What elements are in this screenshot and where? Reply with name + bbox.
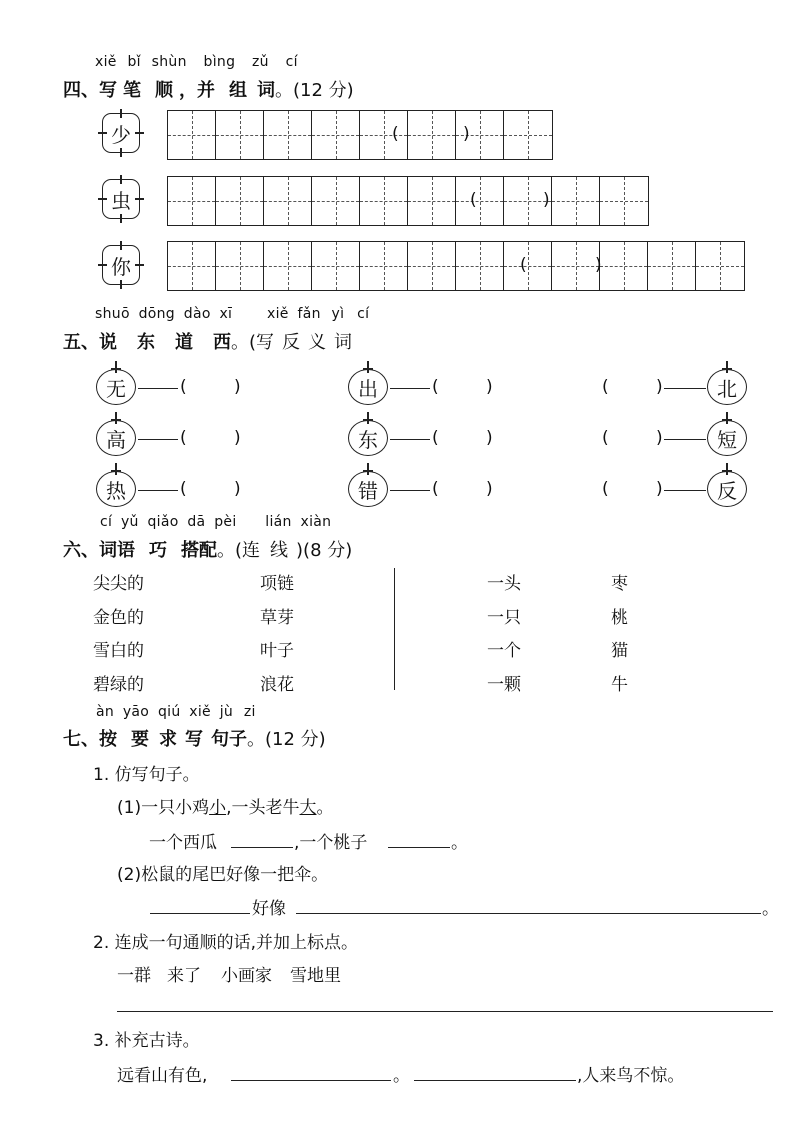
paren-close: ) bbox=[234, 428, 241, 448]
q1b-example: (2)松鼠的尾巴好像一把伞。 bbox=[117, 865, 329, 885]
paren-close: ) bbox=[656, 479, 663, 499]
title-part: 六、词语 bbox=[63, 540, 135, 561]
stroke-grid-ni[interactable] bbox=[167, 241, 745, 291]
word: 一群 bbox=[117, 966, 151, 986]
s7-pinyin bbox=[96, 704, 256, 720]
paren-close: ) bbox=[486, 428, 493, 448]
apple-fan bbox=[707, 471, 747, 507]
title-part: 句子 bbox=[211, 729, 247, 750]
grid-cell[interactable] bbox=[168, 242, 216, 290]
answer-paren-close: ) bbox=[463, 124, 470, 144]
answer-paren-open: ( bbox=[520, 255, 527, 275]
pinyin: zi bbox=[243, 704, 256, 720]
paren-close: ) bbox=[656, 428, 663, 448]
q3-poem-mid: 。 bbox=[393, 1066, 410, 1086]
box-tick bbox=[120, 280, 122, 289]
title-part: 反 bbox=[282, 332, 301, 353]
apple-char: 热 bbox=[106, 478, 126, 503]
connector-line bbox=[138, 490, 178, 491]
title-part: 。(连 bbox=[217, 540, 261, 561]
answer-paren-close: ) bbox=[543, 190, 550, 210]
title-part: 。(写 bbox=[231, 332, 275, 353]
pinyin: qiǎo bbox=[147, 514, 179, 530]
underlined-word: 小 bbox=[209, 798, 227, 818]
grid-cell[interactable] bbox=[264, 242, 312, 290]
q1a-blank-1[interactable] bbox=[231, 847, 293, 848]
q1a-fill-part2: ,一个桃子 bbox=[294, 833, 368, 853]
match-noun-item[interactable]: 牛 bbox=[611, 675, 628, 695]
title-part: 搭配 bbox=[181, 540, 217, 561]
q1a-example bbox=[117, 793, 334, 818]
paren-open: ( bbox=[180, 479, 187, 499]
pinyin-shun: shùn bbox=[151, 54, 187, 70]
grid-cell[interactable] bbox=[360, 111, 408, 159]
match-left-item[interactable]: 雪白的 bbox=[93, 641, 144, 661]
char-box-shao bbox=[102, 113, 140, 153]
connector-line bbox=[664, 490, 706, 491]
char-box-chong bbox=[102, 179, 140, 219]
title-part: 道 bbox=[175, 332, 193, 353]
grid-cell[interactable] bbox=[600, 242, 648, 290]
match-measure-item[interactable]: 一个 bbox=[487, 641, 521, 661]
apple-char: 东 bbox=[358, 427, 378, 452]
match-right-item[interactable]: 项链 bbox=[260, 574, 294, 594]
grid-cell[interactable] bbox=[408, 177, 456, 225]
match-right-item[interactable]: 叶子 bbox=[260, 641, 294, 661]
text: (1)一只小鸡 bbox=[117, 798, 210, 818]
s6-pinyin bbox=[100, 514, 331, 530]
title-part: ，并 bbox=[179, 80, 215, 101]
pinyin: xī bbox=[219, 306, 233, 322]
q1a-fill-part1: 一个西瓜 bbox=[149, 833, 217, 853]
title-part: )(8 分) bbox=[296, 540, 353, 561]
grid-cell[interactable] bbox=[456, 242, 504, 290]
answer-paren-close: ) bbox=[595, 255, 602, 275]
paren-open: ( bbox=[602, 479, 609, 499]
connector-line bbox=[138, 388, 178, 389]
apple-char: 高 bbox=[106, 427, 126, 452]
pinyin: jù bbox=[219, 704, 234, 720]
paren-close: ) bbox=[234, 377, 241, 397]
s4-pinyin bbox=[95, 54, 298, 70]
match-right-item[interactable]: 浪花 bbox=[260, 675, 294, 695]
paren-open: ( bbox=[180, 428, 187, 448]
paren-close: ) bbox=[486, 377, 493, 397]
match-right-item[interactable]: 草芽 bbox=[260, 608, 294, 628]
title-part: 五、说 bbox=[63, 332, 117, 353]
word: 雪地里 bbox=[290, 966, 341, 986]
apple-gao bbox=[96, 420, 136, 456]
q1b-fill-end: 。 bbox=[762, 899, 779, 919]
underlined-word: 大 bbox=[299, 798, 317, 818]
apple-dong bbox=[348, 420, 388, 456]
q3-blank-1[interactable] bbox=[231, 1080, 391, 1081]
box-tick bbox=[120, 241, 122, 250]
q1b-blank-2[interactable] bbox=[296, 913, 761, 914]
pinyin-bing: bìng bbox=[203, 54, 236, 70]
pinyin: yāo bbox=[122, 704, 150, 720]
pinyin: dā bbox=[187, 514, 206, 530]
apple-bei bbox=[707, 369, 747, 405]
char-label: 你 bbox=[111, 254, 131, 279]
match-noun-item[interactable]: 枣 bbox=[611, 574, 628, 594]
stroke-grid-shao[interactable] bbox=[167, 110, 553, 160]
q3-poem-start: 远看山有色, bbox=[117, 1066, 208, 1086]
title-part: 七、按 bbox=[63, 729, 117, 750]
pinyin: cí bbox=[100, 514, 113, 530]
title-part: 。(12 分) bbox=[247, 729, 326, 750]
pinyin: xiàn bbox=[300, 514, 332, 530]
q2-label: 2. 连成一句通顺的话,并加上标点。 bbox=[93, 933, 359, 953]
apple-char: 北 bbox=[717, 376, 737, 401]
pinyin: fǎn bbox=[297, 306, 321, 322]
connector-line bbox=[390, 490, 430, 491]
paren-open: ( bbox=[432, 377, 439, 397]
pinyin: yǔ bbox=[120, 514, 139, 530]
box-tick bbox=[135, 132, 144, 134]
box-tick bbox=[135, 264, 144, 266]
q1-label: 1. 仿写句子。 bbox=[93, 765, 200, 785]
grid-cell[interactable] bbox=[600, 177, 648, 225]
pinyin: xiě bbox=[267, 306, 289, 322]
word: 小画家 bbox=[221, 966, 272, 986]
word: 来了 bbox=[167, 966, 201, 986]
box-tick bbox=[120, 148, 122, 157]
connector-line bbox=[664, 388, 706, 389]
grid-cell[interactable] bbox=[216, 177, 264, 225]
box-tick bbox=[135, 198, 144, 200]
box-tick bbox=[120, 175, 122, 184]
answer-paren-open: ( bbox=[392, 124, 399, 144]
apple-char: 反 bbox=[717, 478, 737, 503]
apple-char: 错 bbox=[358, 478, 378, 503]
box-tick bbox=[120, 109, 122, 118]
apple-char: 出 bbox=[358, 376, 378, 401]
stroke-grid-chong[interactable] bbox=[167, 176, 649, 226]
char-label: 虫 bbox=[111, 188, 131, 213]
match-noun-item[interactable]: 桃 bbox=[611, 608, 628, 628]
grid-cell[interactable] bbox=[360, 177, 408, 225]
paren-open: ( bbox=[432, 479, 439, 499]
apple-wu bbox=[96, 369, 136, 405]
box-tick bbox=[98, 264, 107, 266]
grid-cell[interactable] bbox=[264, 111, 312, 159]
q2-answer-line[interactable] bbox=[117, 1011, 773, 1012]
grid-cell[interactable] bbox=[408, 111, 456, 159]
paren-open: ( bbox=[432, 428, 439, 448]
q2-words bbox=[117, 961, 341, 986]
q1a-fill-end: 。 bbox=[451, 833, 468, 853]
title-part: 顺 bbox=[155, 80, 173, 101]
title-part: 词 bbox=[334, 332, 353, 353]
grid-cell[interactable] bbox=[312, 177, 360, 225]
title-part: 东 bbox=[137, 332, 155, 353]
pinyin: dōng bbox=[138, 306, 175, 322]
pinyin: lián bbox=[265, 514, 292, 530]
title-part: 巧 bbox=[149, 540, 167, 561]
pinyin: yì bbox=[331, 306, 345, 322]
paren-close: ) bbox=[234, 479, 241, 499]
grid-cell[interactable] bbox=[408, 242, 456, 290]
apple-char: 无 bbox=[106, 376, 126, 401]
match-measure-item[interactable]: 一颗 bbox=[487, 675, 521, 695]
paren-open: ( bbox=[180, 377, 187, 397]
title-part: 义 bbox=[308, 332, 327, 353]
title-part: 四、写 bbox=[63, 80, 117, 101]
grid-cell[interactable] bbox=[696, 242, 744, 290]
pinyin: xiě bbox=[189, 704, 211, 720]
q3-blank-2[interactable] bbox=[414, 1080, 576, 1081]
paren-open: ( bbox=[602, 428, 609, 448]
connector-line bbox=[390, 439, 430, 440]
grid-cell[interactable] bbox=[168, 111, 216, 159]
match-left-item[interactable]: 金色的 bbox=[93, 608, 144, 628]
s5-pinyin bbox=[95, 306, 369, 322]
grid-cell[interactable] bbox=[216, 242, 264, 290]
s4-title bbox=[63, 76, 354, 102]
apple-chu bbox=[348, 369, 388, 405]
pinyin: pèi bbox=[214, 514, 237, 530]
title-part: 求 bbox=[159, 729, 177, 750]
connector-line bbox=[138, 439, 178, 440]
grid-cell[interactable] bbox=[552, 242, 600, 290]
title-part: 笔 bbox=[123, 80, 141, 101]
grid-cell[interactable] bbox=[360, 242, 408, 290]
text: ,一头老牛 bbox=[226, 798, 300, 818]
s5-title bbox=[63, 328, 352, 354]
apple-cuo bbox=[348, 471, 388, 507]
pinyin: cí bbox=[357, 306, 370, 322]
q1b-fill-word: 好像 bbox=[252, 899, 286, 919]
grid-cell[interactable] bbox=[168, 177, 216, 225]
title-part: 写 bbox=[185, 729, 203, 750]
match-left-item[interactable]: 尖尖的 bbox=[93, 574, 144, 594]
apple-duan bbox=[707, 420, 747, 456]
title-part: 。(12 分) bbox=[275, 80, 354, 101]
grid-cell[interactable] bbox=[312, 111, 360, 159]
title-part: 要 bbox=[131, 729, 149, 750]
pinyin: qiú bbox=[157, 704, 181, 720]
pinyin-zu: zǔ bbox=[252, 54, 269, 70]
q3-label: 3. 补充古诗。 bbox=[93, 1031, 200, 1051]
title-part: 词 bbox=[257, 80, 275, 101]
q1a-blank-2[interactable] bbox=[388, 847, 450, 848]
paren-close: ) bbox=[656, 377, 663, 397]
grid-cell[interactable] bbox=[312, 242, 360, 290]
text: 。 bbox=[316, 798, 334, 818]
match-noun-item[interactable]: 猫 bbox=[611, 641, 628, 661]
apple-char: 短 bbox=[717, 427, 737, 452]
pinyin: shuō bbox=[95, 306, 130, 322]
title-part: 西 bbox=[213, 332, 231, 353]
char-label: 少 bbox=[111, 122, 131, 147]
pinyin-ci: cí bbox=[285, 54, 298, 70]
box-tick bbox=[98, 198, 107, 200]
box-tick bbox=[98, 132, 107, 134]
column-divider bbox=[394, 568, 395, 690]
paren-open: ( bbox=[602, 377, 609, 397]
grid-cell[interactable] bbox=[648, 242, 696, 290]
grid-cell[interactable] bbox=[264, 177, 312, 225]
grid-cell[interactable] bbox=[504, 111, 552, 159]
q1b-blank-1[interactable] bbox=[150, 913, 250, 914]
grid-cell[interactable] bbox=[504, 242, 552, 290]
box-tick bbox=[120, 214, 122, 223]
pinyin-xie: xiě bbox=[95, 54, 117, 70]
grid-cell[interactable] bbox=[456, 177, 504, 225]
q3-poem-end: ,人来鸟不惊。 bbox=[577, 1066, 685, 1086]
apple-re bbox=[96, 471, 136, 507]
s6-title bbox=[63, 536, 352, 562]
pinyin: dào bbox=[183, 306, 211, 322]
match-left-item[interactable]: 碧绿的 bbox=[93, 675, 144, 695]
connector-line bbox=[390, 388, 430, 389]
s7-title bbox=[63, 725, 326, 751]
title-part: 线 bbox=[270, 540, 289, 561]
title-part: 组 bbox=[229, 80, 247, 101]
grid-cell[interactable] bbox=[552, 177, 600, 225]
paren-close: ) bbox=[486, 479, 493, 499]
match-measure-item[interactable]: 一只 bbox=[487, 608, 521, 628]
pinyin: àn bbox=[96, 704, 115, 720]
char-box-ni bbox=[102, 245, 140, 285]
grid-cell[interactable] bbox=[216, 111, 264, 159]
match-measure-item[interactable]: 一头 bbox=[487, 574, 521, 594]
pinyin-bi: bǐ bbox=[127, 54, 141, 70]
connector-line bbox=[664, 439, 706, 440]
answer-paren-open: ( bbox=[470, 190, 477, 210]
